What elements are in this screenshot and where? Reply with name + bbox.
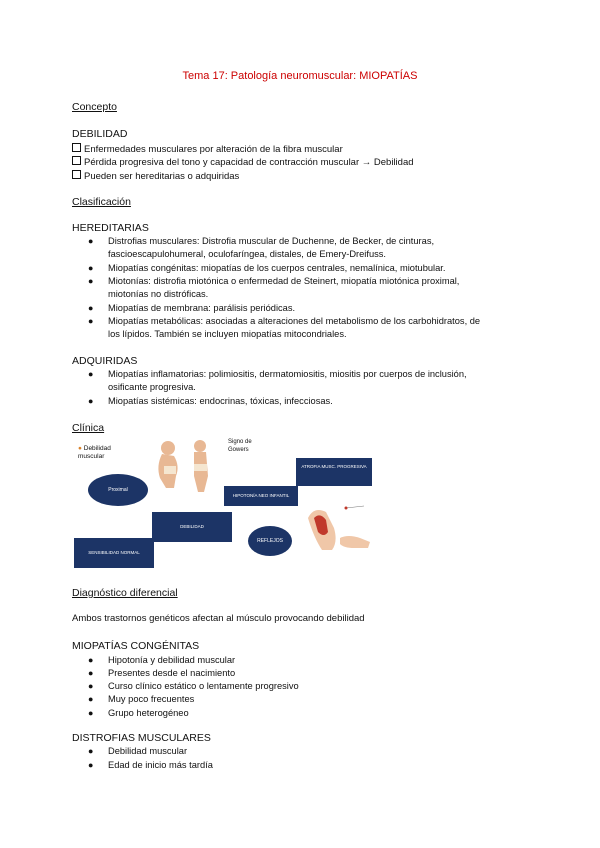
hereditarias-label: HEREDITARIAS [72, 222, 149, 234]
congenita-item: Presentes desde el nacimiento [108, 668, 236, 678]
bullet-icon: ● [88, 236, 94, 246]
diagnostico-heading: Diagnóstico diferencial [72, 587, 178, 599]
hereditaria-item-cont: miotonías no distróficas. [108, 289, 209, 299]
concepto-item [72, 170, 239, 182]
congenita-item: Grupo heterogéneo [108, 708, 189, 718]
concepto-item [72, 143, 343, 155]
concepto-item-text: Enfermedades musculares por alteración de la fibra muscular [84, 144, 343, 155]
distrofia-item: Debilidad muscular [108, 746, 188, 756]
hereditaria-item: Distrofias musculares: Distrofia muscular de Duchenne, de Becker, de cinturas, [108, 236, 435, 246]
adquiridas-label: ADQUIRIDAS [72, 355, 138, 367]
bullet-icon: ● [88, 303, 94, 313]
debilidad-box: DEBILIDAD [152, 512, 232, 542]
clasificacion-heading: Clasificación [72, 196, 131, 208]
checkbox-icon [72, 143, 81, 152]
adquirida-item-cont: osificante progresiva. [108, 382, 196, 392]
hipotonia-box: HIPOTONÍA NEO INFANTIL [224, 486, 298, 506]
bullet-icon: ● [88, 746, 94, 756]
bullet-icon: ● [88, 263, 94, 273]
clinica-figure [72, 432, 382, 582]
bullet-icon: ● [88, 396, 94, 406]
bullet-icon: ● [88, 681, 94, 691]
bullet-icon: ● [78, 445, 82, 452]
congenita-item: Curso clínico estático o lentamente progresivo [108, 681, 299, 691]
checkbox-icon [72, 170, 81, 179]
clinica-heading: Clínica [72, 422, 105, 434]
adquirida-item: Miopatías inflamatorias: polimiositis, dermatomiositis, miositis por cuerpos de inclusión, [108, 369, 467, 379]
bullet-icon: ● [88, 694, 94, 704]
checkbox-icon [72, 156, 81, 165]
diagnostico-intro: Ambos trastornos genéticos afectan al músculo provocando debilidad [72, 613, 365, 624]
hereditaria-item: Miopatías congénitas: miopatías de los cuerpos centrales, nemalínica, miotubular. [108, 263, 446, 273]
hereditaria-item: Miopatías de membrana: parálisis periódicas. [108, 303, 296, 313]
page-title: Tema 17: Patología neuromuscular: MIOPATÍAS [182, 70, 418, 82]
hereditaria-item-cont: fascioescapulohumeral, oculofaríngea, distales, de Emery-Dreifuss. [108, 249, 387, 259]
bullet-icon: ● [88, 655, 94, 665]
gowers-label: Signo de Gowers [228, 439, 252, 453]
distrofias-label: DISTROFIAS MUSCULARES [72, 732, 211, 744]
proximal-oval: Proximal [88, 474, 148, 506]
concepto-item [72, 156, 414, 168]
bullet-icon: ● [88, 369, 94, 379]
adquirida-item: Miopatías sistémicas: endocrinas, tóxicas, infecciosas. [108, 396, 333, 406]
congenitas-label: MIOPATÍAS CONGÉNITAS [72, 640, 200, 652]
reflejos-oval: REFLEJOS [248, 526, 292, 556]
bullet-icon: ● [88, 760, 94, 770]
gowers-child-illustration [148, 436, 218, 496]
distrofia-item: Edad de inicio más tardía [108, 760, 213, 770]
debilidad-label: DEBILIDAD [72, 128, 128, 140]
congenita-item: Muy poco frecuentes [108, 694, 195, 704]
atrofia-box: ATROFIA MUSC. PROGRESIVA [296, 458, 372, 486]
concepto-heading: Concepto [72, 101, 117, 113]
congenita-item: Hipotonía y debilidad muscular [108, 655, 236, 665]
bullet-icon: ● [88, 708, 94, 718]
concepto-item-text: Pueden ser hereditarias o adquiridas [84, 171, 240, 182]
concepto-item-text: Pérdida progresiva del tono y capacidad de contracción muscular → Debilidad [84, 157, 414, 168]
bullet-icon: ● [88, 668, 94, 678]
hereditaria-item: Miotonías: distrofia miotónica o enfermedad de Steinert, miopatía miotónica proximal, [108, 276, 460, 286]
hereditaria-item-cont: los lípidos. También se incluyen miopatías mitocondriales. [108, 329, 347, 339]
fig-bullet-label: ● Debilidad muscular [78, 445, 111, 460]
bullet-icon: ● [88, 276, 94, 286]
sensibilidad-box: SENSIBILIDAD NORMAL [74, 538, 154, 568]
bullet-icon: ● [88, 316, 94, 326]
arm-muscle-illustration [304, 498, 376, 556]
hereditaria-item: Miopatías metabólicas: asociadas a alteraciones del metabolismo de los carbohidratos, de [108, 316, 481, 326]
